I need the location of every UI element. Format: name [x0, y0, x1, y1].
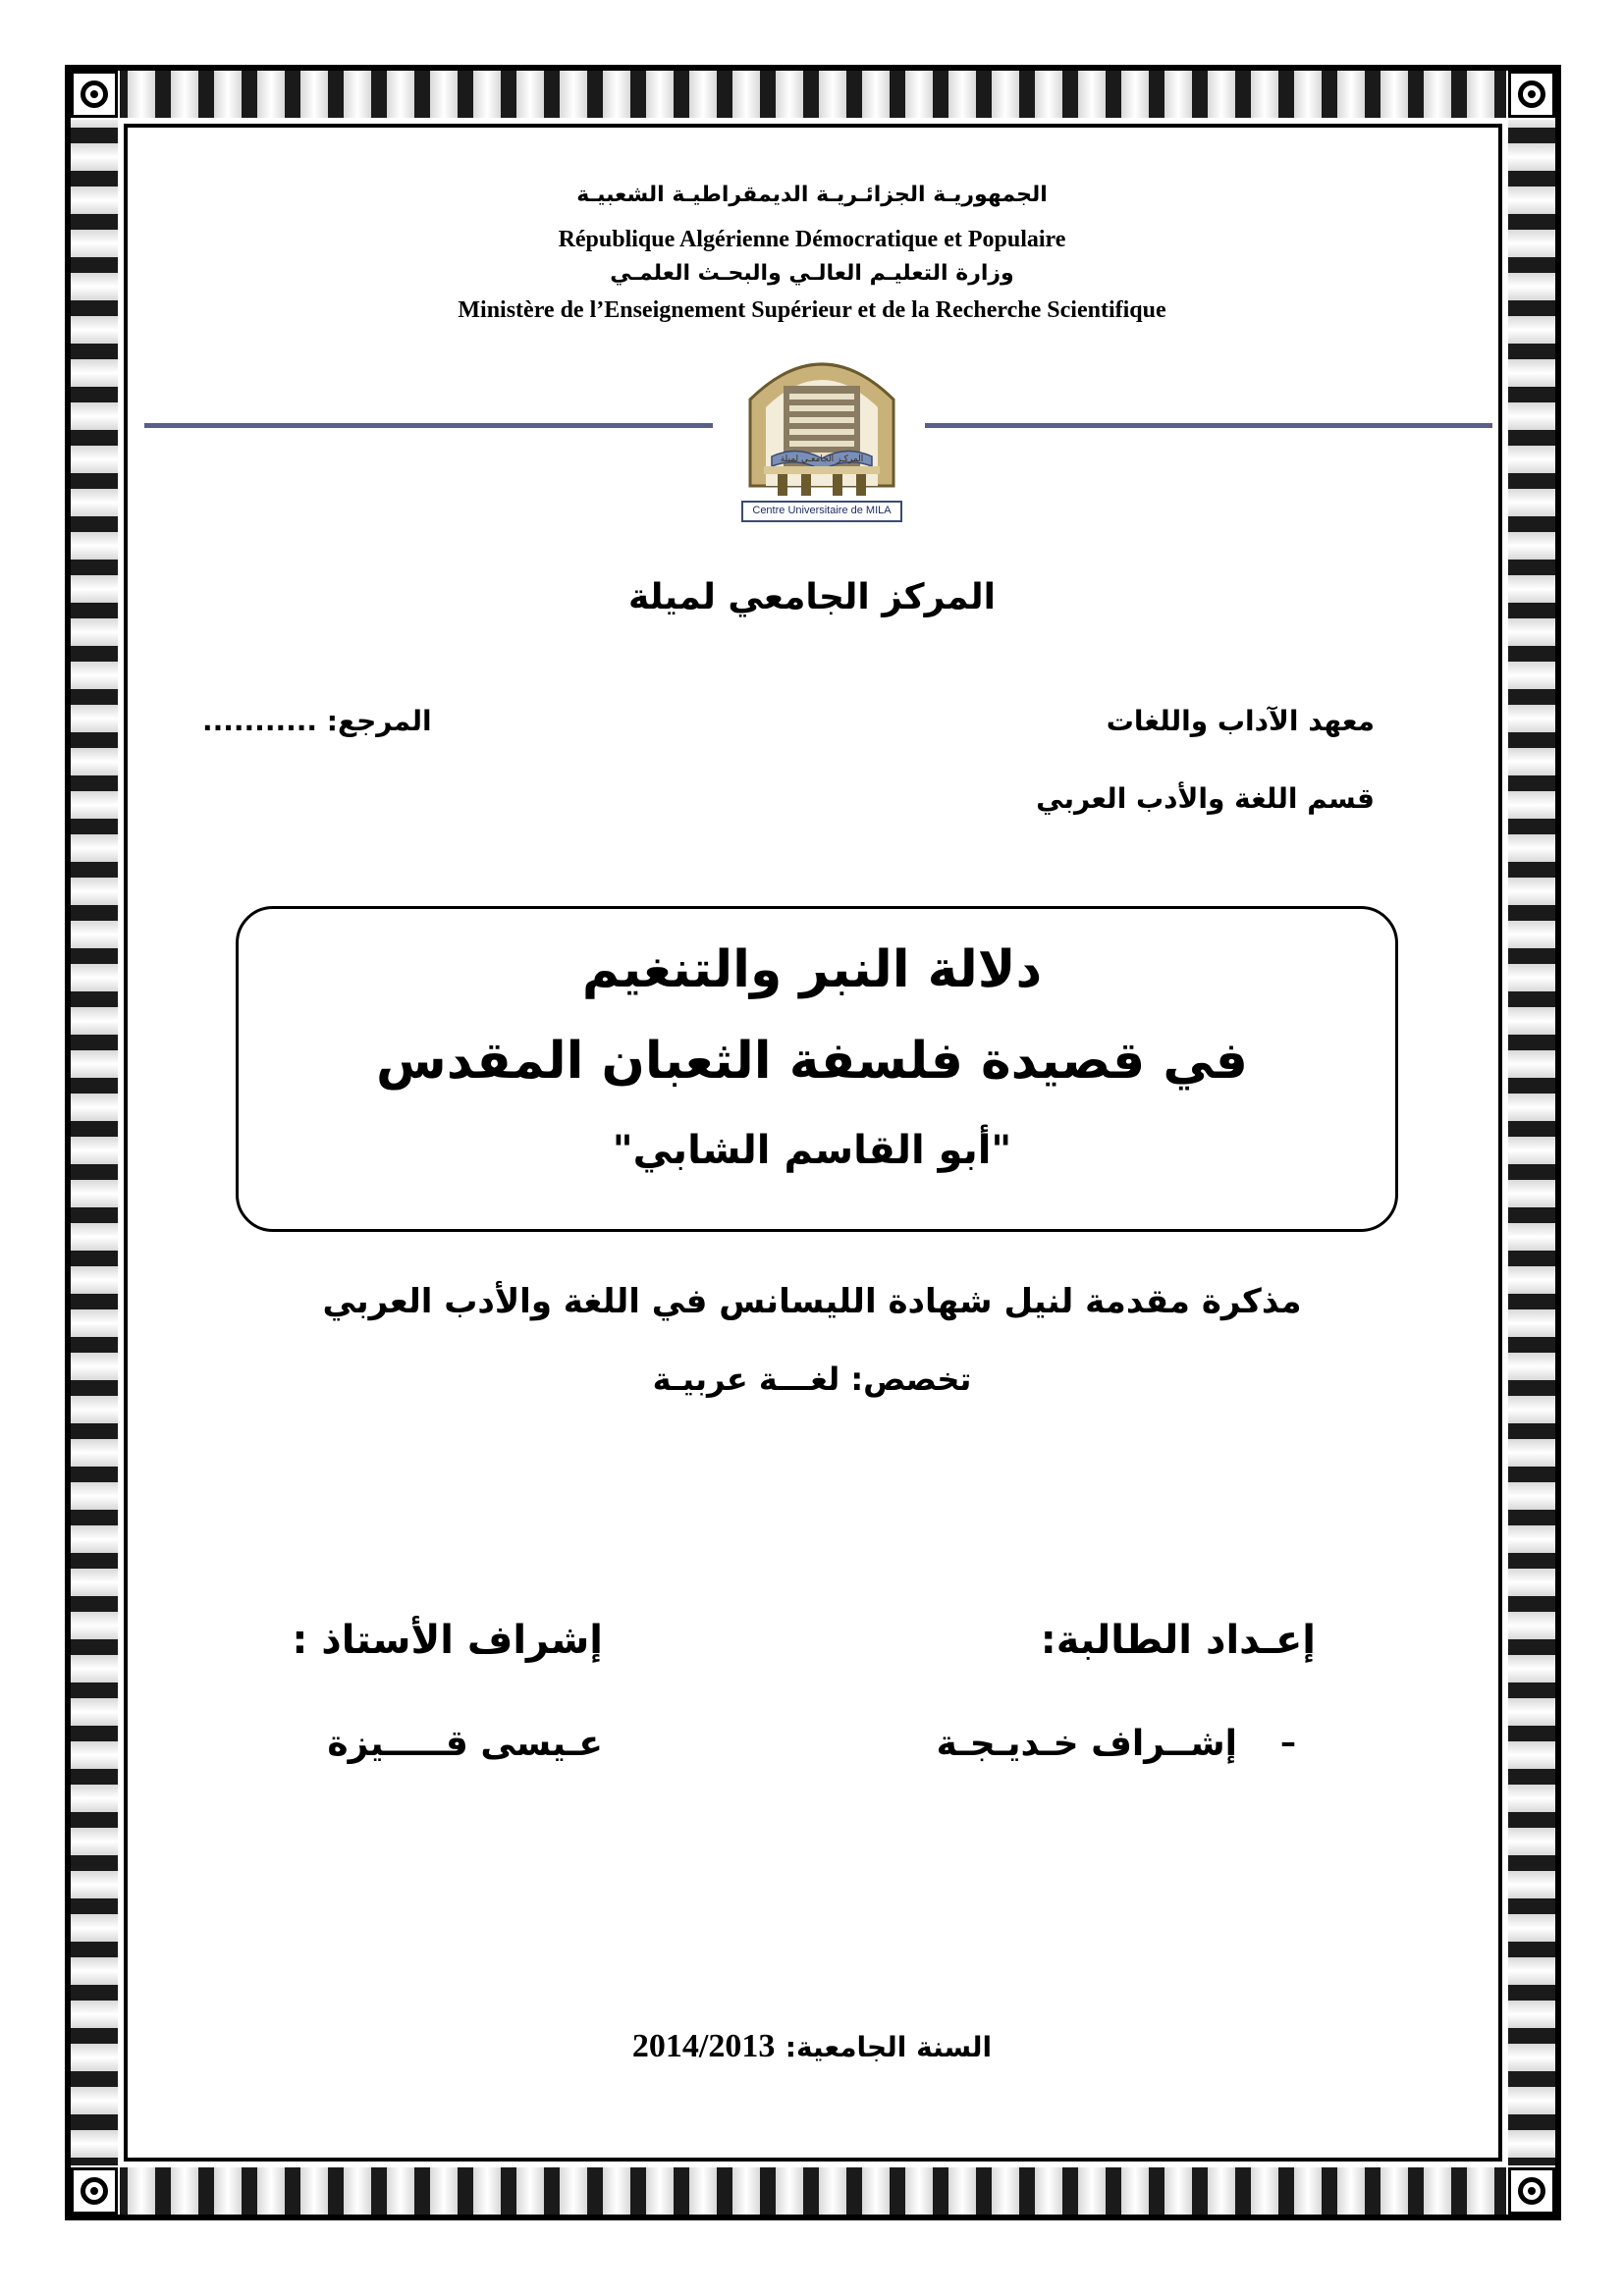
- student-label: إعـداد الطالبة:: [1040, 1618, 1316, 1663]
- academic-year-label: السنة الجامعية:: [785, 2031, 993, 2063]
- logo-caption: Centre Universitaire de MILA: [752, 505, 892, 516]
- thesis-title-line-3: "أبو القاسم الشابي": [612, 1128, 1012, 1173]
- reference-label: المرجع:: [326, 705, 432, 737]
- thesis-title-line-2: في قصيدة فلسفة الثعبان المقدس: [376, 1032, 1248, 1091]
- frame-corner-ornament-bottom-left: [71, 2167, 118, 2215]
- frame-bottom-band: [120, 2167, 1506, 2215]
- memo-specialty: تخصص: لغـــة عربيـة: [652, 1361, 972, 1398]
- header-republic-french: République Algérienne Démocratique et Populaire: [558, 227, 1066, 252]
- supervisor-name: عـيسى قـــــيزة: [327, 1724, 603, 1764]
- academic-year-value: 2014/2013: [631, 2028, 776, 2064]
- reference-field: [202, 705, 432, 737]
- header-rule-right: [925, 423, 1492, 428]
- student-name: إشــراف خـديـجـة: [936, 1724, 1237, 1764]
- institute-name: معهد الآداب واللغات: [1106, 705, 1375, 737]
- reference-value: ...........: [202, 705, 318, 737]
- header-rule-left: [144, 423, 713, 428]
- header-ministry-french: Ministère de l’Enseignement Supérieur et de la Recherche Scientifique: [458, 297, 1166, 323]
- academic-year: [0, 2028, 1624, 2065]
- header-republic-arabic: الجمهوريـة الجزائـريـة الديمقراطيـة الشعبيـة: [576, 183, 1048, 207]
- department-name: قسم اللغة والأدب العربي: [1036, 782, 1375, 815]
- logo-inner-text: المركـز الجامعـي لميلة: [780, 454, 864, 464]
- frame-top-band: [120, 71, 1506, 118]
- frame-corner-ornament-top-left: [71, 71, 118, 118]
- student-bullet-dash: –: [1280, 1724, 1296, 1761]
- memo-purpose: مذكرة مقدمة لنيل شهادة الليسانس في اللغة والأدب العربي: [322, 1282, 1302, 1321]
- thesis-title-line-1: دلالة النبر والتنغيم: [581, 940, 1043, 999]
- frame-corner-ornament-top-right: [1508, 71, 1555, 118]
- university-logo: [738, 339, 905, 525]
- supervisor-label: إشراف الأستاذ :: [292, 1618, 603, 1663]
- institution-name: المركز الجامعي لميلة: [627, 577, 996, 617]
- frame-corner-ornament-bottom-right: [1508, 2167, 1555, 2215]
- header-ministry-arabic: وزارة التعليـم العالـي والبحـث العلمـي: [610, 261, 1014, 286]
